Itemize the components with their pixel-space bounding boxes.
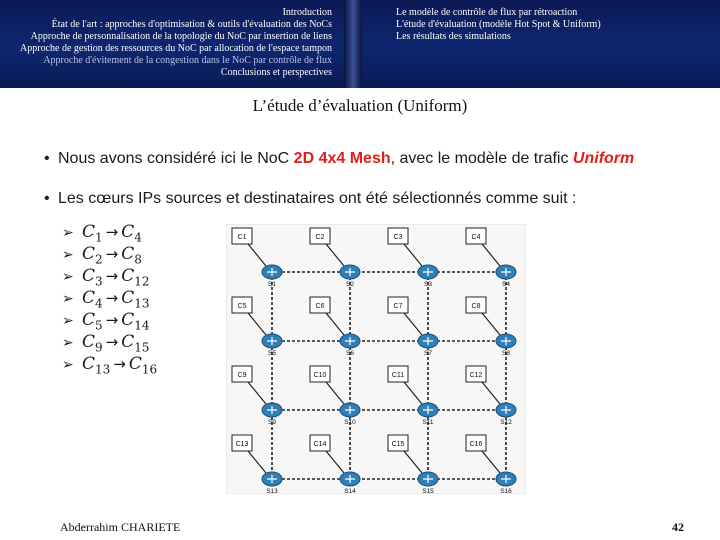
outline-item-buffer[interactable]: Approche de gestion des ressources du NoC par allocation de l'espace tampon [20,43,332,54]
pair-item: ➢ $C_2 \to C_8$ [62,244,142,267]
section-nav [366,0,720,88]
outline-nav [0,0,338,88]
bullet-noc: • Nous avons considéré ici le NoC 2D 4x4 Mesh, avec le modèle de trafic Uniform [44,150,635,167]
outline-item-intro[interactable]: Introduction [282,7,332,18]
core-label: C5 [237,303,247,310]
pair-item: ➢ $C_1 \to C_4$ [62,222,142,245]
pair-item: ➢ $C_5 \to C_{14}$ [62,310,150,333]
section-item-results[interactable]: Les résultats des simulations [396,31,511,42]
pair-item: ➢ $C_4 \to C_{13}$ [62,288,150,311]
switch-label: S5 [268,350,276,357]
switch-label: S2 [346,281,354,288]
switch-label: S8 [502,350,510,357]
switch-label: S15 [422,488,434,494]
switch-label: S10 [344,419,356,426]
core-label: C10 [313,372,327,379]
switch-label: S6 [346,350,354,357]
pair-item: ➢ $C_9 \to C_{15}$ [62,332,150,355]
switch-label: S14 [344,488,356,494]
core-label: C15 [391,441,405,448]
header-divider [344,0,362,88]
switch-label: S13 [266,488,278,494]
core-label: C16 [469,441,483,448]
core-label: C13 [235,441,249,448]
core-label: C4 [471,234,481,241]
switch-label: S7 [424,350,432,357]
bullet-cores: • Les cœurs IPs sources et destinataires ont été sélectionnés comme suit : [44,190,577,207]
switch-label: S12 [500,419,512,426]
pair-item: ➢ $C_{13} \to C_{16}$ [62,354,158,377]
mesh-diagram [226,224,526,494]
outline-item-state-of-art[interactable]: État de l'art : approches d'optimisation & outils d'évaluation des NoCs [51,19,332,30]
section-item-evaluation[interactable]: L'étude d'évaluation (modèle Hot Spot & Uniform) [396,19,601,30]
header-banner [0,0,720,88]
footer-author: Abderrahim CHARIETE [60,520,181,534]
section-item-feedback[interactable]: Le modèle de contrôle de flux par rétroaction [396,7,578,18]
bullet-cores-text: Les cœurs IPs sources et destinataires ont été sélectionnés comme suit : [58,190,577,207]
core-label: C14 [313,441,327,448]
core-label: C11 [391,372,405,379]
switch-label: S9 [268,419,276,426]
core-label: C1 [237,234,247,241]
switch-label: S1 [268,281,276,288]
switch-label: S16 [500,488,512,494]
core-label: C3 [393,234,403,241]
bullet-noc-prefix: Nous avons considéré ici le NoC [58,150,294,167]
pair-item: ➢ $C_3 \to C_{12}$ [62,266,150,289]
outline-item-topology[interactable]: Approche de personnalisation de la topologie du NoC par insertion de liens [30,31,332,42]
switch-label: S3 [424,281,432,288]
mesh-background [226,224,526,494]
switch-label: S11 [422,419,434,426]
core-label: C9 [237,372,247,379]
outline-item-congestion[interactable]: Approche d'évitement de la congestion dans le NoC par contrôle de flux [43,55,332,66]
page-number: 42 [672,520,684,534]
core-label: C7 [393,303,403,310]
outline-item-conclusions[interactable]: Conclusions et perspectives [220,67,332,78]
core-label: C6 [315,303,325,310]
slide-title: L’étude d’évaluation (Uniform) [252,96,468,115]
bullet-noc-traffic: Uniform [572,150,635,167]
core-label: C8 [471,303,481,310]
bullet-noc-topology: 2D 4x4 Mesh [293,150,391,167]
core-label: C2 [315,234,325,241]
bullet-noc-middle: , avec le modèle de trafic [390,150,573,167]
core-label: C12 [469,372,483,379]
switch-label: S4 [502,281,510,288]
